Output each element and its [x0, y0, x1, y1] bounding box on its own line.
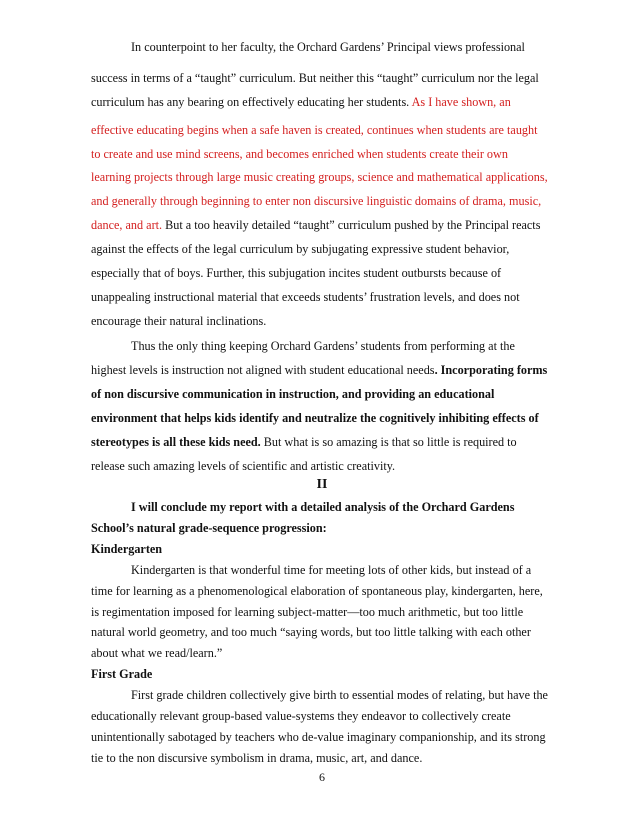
para1-line-7: and generally through beginning to enter non discursive linguistic domains of drama, music,	[91, 194, 542, 208]
para2-line-5-text: But what is so amazing is that so little is required to	[260, 435, 517, 449]
page-number: 6	[319, 770, 325, 784]
kindergarten-line-5: about what we read/learn.”	[91, 646, 223, 661]
para2-line-3: of non discursive communication in instruction, and providing an educational	[91, 387, 495, 401]
para2-line-5	[91, 430, 553, 454]
first-grade-line-2: educationally relevant group-based value-systems they endeavor to collectively create	[91, 709, 511, 724]
kindergarten-line-3: is regimentation imposed for learning subject-matter—too much arithmetic, but too little	[91, 604, 524, 619]
para1-line-8-text: But a too heavily detailed “taught” curriculum pushed by the Principal reacts	[162, 218, 541, 232]
para3-line-1: I will conclude my report with a detailed analysis of the Orchard Gardens	[131, 499, 515, 514]
first-grade-line-3: unintentionally sabotaged by teachers who de-value imaginary companionship, and its strong	[91, 730, 546, 745]
para1-line-3-text: curriculum has any bearing on effectively educating her students.	[91, 95, 412, 109]
para2-line-6: release such amazing levels of scientific and artistic creativity.	[91, 459, 396, 473]
para1-line-1: In counterpoint to her faculty, the Orchard Gardens’ Principal views professional	[131, 40, 525, 54]
bold-text: . Incorporating forms	[434, 363, 548, 377]
first-grade-line-4: tie to the non discursive symbolism in drama, music, art, and dance.	[91, 751, 423, 766]
para1-line-3	[91, 90, 553, 114]
para1-line-4: effective educating begins when a safe haven is created, continues when students are taught	[91, 123, 538, 137]
para1-line-10: especially that of boys. Further, this subjugation incites student outbursts because of	[91, 266, 502, 280]
para1-line-5: to create and use mind screens, and becomes enriched when students create their own	[91, 147, 508, 161]
kindergarten-heading: Kindergarten	[91, 541, 163, 556]
kindergarten-line-2: time for learning as a phenomenological elaboration of spontaneous play, kindergarten, here,	[91, 583, 543, 598]
highlighted-text: As I have shown, an	[411, 95, 511, 109]
para1-line-12: encourage their natural inclinations.	[91, 314, 267, 328]
para1-line-2: success in terms of a “taught” curriculum. But neither this “taught” curriculum nor the legal	[91, 71, 539, 85]
para2-line-2	[91, 358, 553, 382]
para1-line-6: learning projects through large music creating groups, science and mathematical applications,	[91, 170, 548, 184]
section-heading: II	[316, 477, 328, 493]
para1-line-8	[91, 213, 553, 237]
para2-line-4: environment that helps kids identify and neutralize the cognitively inhibiting effects of	[91, 411, 539, 425]
para1-line-11: unappealing instructional material that exceeds students’ frustration levels, and does not	[91, 290, 520, 304]
first-grade-line-1: First grade children collectively give birth to essential modes of relating, but have the	[131, 688, 548, 703]
kindergarten-line-1: Kindergarten is that wonderful time for meeting lots of other kids, but instead of a	[131, 562, 532, 577]
para3-line-2: School’s natural grade-sequence progression:	[91, 520, 327, 535]
first-grade-heading: First Grade	[91, 667, 153, 682]
highlighted-text: dance, and art.	[91, 218, 163, 232]
bold-text: stereotypes is all these kids need.	[91, 435, 261, 449]
para2-line-1: Thus the only thing keeping Orchard Gardens’ students from performing at the	[131, 339, 515, 353]
kindergarten-line-4: natural world geometry, and too much “saying words, but too little talking with each other	[91, 625, 531, 640]
para2-line-2-text: highest levels is instruction not aligned with student educational needs	[91, 363, 435, 377]
para1-line-9: against the effects of the legal curriculum by subjugating expressive student behavior,	[91, 242, 510, 256]
